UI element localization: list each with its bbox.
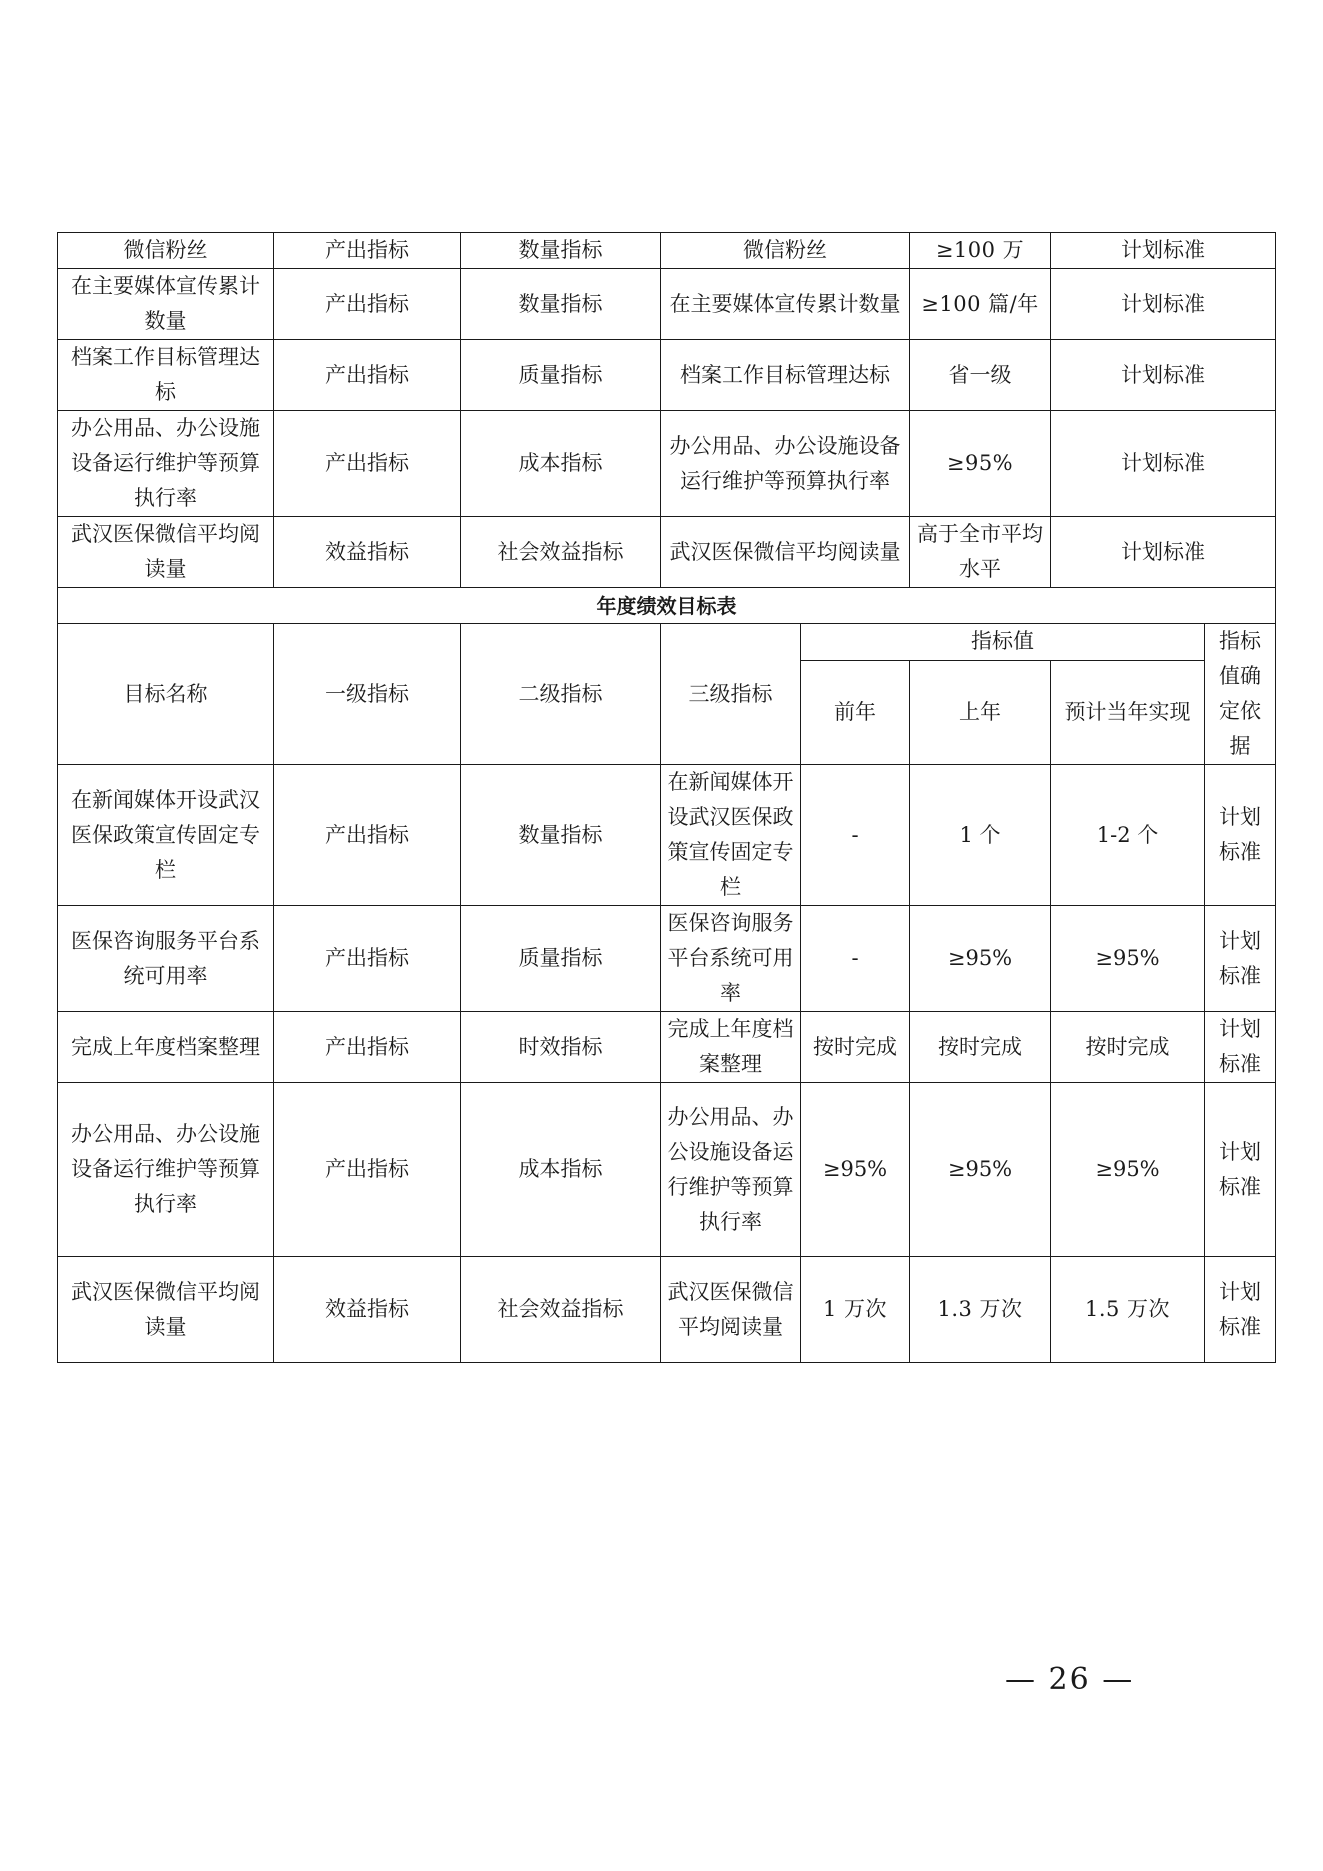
header-prev-year: 上年 xyxy=(910,660,1051,764)
header-prev-year-2: 前年 xyxy=(801,660,910,764)
table-row xyxy=(58,233,1276,269)
header-basis: 指标值确定依据 xyxy=(1205,624,1276,765)
level2-cell: 社会效益指标 xyxy=(461,517,661,588)
basis-cell: 计划标准 xyxy=(1051,411,1276,517)
target-name-cell: 在主要媒体宣传累计数量 xyxy=(58,269,274,340)
level2-cell: 成本指标 xyxy=(461,411,661,517)
level2-cell: 质量指标 xyxy=(461,906,661,1012)
current-year-value: ≥95% xyxy=(1051,1083,1205,1257)
table-row xyxy=(58,765,1276,906)
basis-cell: 计划标准 xyxy=(1051,269,1276,340)
section-title-row xyxy=(58,588,1276,624)
prev-year-2-value: - xyxy=(801,906,910,1012)
level3-cell: 武汉医保微信平均阅读量 xyxy=(661,517,910,588)
header-level3: 三级指标 xyxy=(661,624,801,765)
level2-cell: 社会效益指标 xyxy=(461,1257,661,1363)
performance-target-table xyxy=(57,232,1276,1363)
level3-cell: 微信粉丝 xyxy=(661,233,910,269)
basis-cell: 计划标准 xyxy=(1205,1083,1276,1257)
level3-cell: 档案工作目标管理达标 xyxy=(661,340,910,411)
target-value-cell: ≥100 篇/年 xyxy=(910,269,1051,340)
level1-cell: 产出指标 xyxy=(274,765,461,906)
target-name-cell: 完成上年度档案整理 xyxy=(58,1012,274,1083)
level3-cell: 办公用品、办公设施设备运行维护等预算执行率 xyxy=(661,411,910,517)
header-row xyxy=(58,624,1276,661)
prev-year-value: 1 个 xyxy=(910,765,1051,906)
current-year-value: 1-2 个 xyxy=(1051,765,1205,906)
basis-cell: 计划标准 xyxy=(1205,765,1276,906)
table-row xyxy=(58,1257,1276,1363)
header-indicator-values: 指标值 xyxy=(801,624,1205,661)
table-row xyxy=(58,1012,1276,1083)
level1-cell: 产出指标 xyxy=(274,1012,461,1083)
prev-year-value: ≥95% xyxy=(910,906,1051,1012)
prev-year-2-value: 1 万次 xyxy=(801,1257,910,1363)
basis-cell: 计划标准 xyxy=(1051,517,1276,588)
basis-cell: 计划标准 xyxy=(1051,233,1276,269)
target-value-cell: 省一级 xyxy=(910,340,1051,411)
target-name-cell: 武汉医保微信平均阅读量 xyxy=(58,1257,274,1363)
target-name-cell: 医保咨询服务平台系统可用率 xyxy=(58,906,274,1012)
prev-year-value: 按时完成 xyxy=(910,1012,1051,1083)
header-level1: 一级指标 xyxy=(274,624,461,765)
level2-cell: 质量指标 xyxy=(461,340,661,411)
current-year-value: 按时完成 xyxy=(1051,1012,1205,1083)
level2-cell: 数量指标 xyxy=(461,269,661,340)
level2-cell: 数量指标 xyxy=(461,233,661,269)
table-row xyxy=(58,340,1276,411)
prev-year-2-value: 按时完成 xyxy=(801,1012,910,1083)
table-row xyxy=(58,906,1276,1012)
level1-cell: 产出指标 xyxy=(274,233,461,269)
target-name-cell: 办公用品、办公设施设备运行维护等预算执行率 xyxy=(58,411,274,517)
level1-cell: 产出指标 xyxy=(274,906,461,1012)
level1-cell: 产出指标 xyxy=(274,1083,461,1257)
prev-year-value: ≥95% xyxy=(910,1083,1051,1257)
level3-cell: 办公用品、办公设施设备运行维护等预算执行率 xyxy=(661,1083,801,1257)
target-value-cell: 高于全市平均水平 xyxy=(910,517,1051,588)
prev-year-2-value: ≥95% xyxy=(801,1083,910,1257)
header-current-year: 预计当年实现 xyxy=(1051,660,1205,764)
level1-cell: 效益指标 xyxy=(274,517,461,588)
level2-cell: 数量指标 xyxy=(461,765,661,906)
level1-cell: 产出指标 xyxy=(274,269,461,340)
basis-cell: 计划标准 xyxy=(1205,1012,1276,1083)
table-row xyxy=(58,411,1276,517)
target-name-cell: 微信粉丝 xyxy=(58,233,274,269)
table-row xyxy=(58,269,1276,340)
header-level2: 二级指标 xyxy=(461,624,661,765)
page-number: — 26 — xyxy=(1005,1662,1135,1697)
table-row xyxy=(58,517,1276,588)
current-year-value: 1.5 万次 xyxy=(1051,1257,1205,1363)
target-value-cell: ≥100 万 xyxy=(910,233,1051,269)
target-name-cell: 档案工作目标管理达标 xyxy=(58,340,274,411)
level3-cell: 在新闻媒体开设武汉医保政策宣传固定专栏 xyxy=(661,765,801,906)
header-target-name: 目标名称 xyxy=(58,624,274,765)
level3-cell: 医保咨询服务平台系统可用率 xyxy=(661,906,801,1012)
level3-cell: 在主要媒体宣传累计数量 xyxy=(661,269,910,340)
prev-year-2-value: - xyxy=(801,765,910,906)
level1-cell: 产出指标 xyxy=(274,411,461,517)
table-row xyxy=(58,1083,1276,1257)
basis-cell: 计划标准 xyxy=(1205,906,1276,1012)
basis-cell: 计划标准 xyxy=(1051,340,1276,411)
prev-year-value: 1.3 万次 xyxy=(910,1257,1051,1363)
level3-cell: 完成上年度档案整理 xyxy=(661,1012,801,1083)
level2-cell: 时效指标 xyxy=(461,1012,661,1083)
basis-cell: 计划标准 xyxy=(1205,1257,1276,1363)
target-name-cell: 在新闻媒体开设武汉医保政策宣传固定专栏 xyxy=(58,765,274,906)
level1-cell: 产出指标 xyxy=(274,340,461,411)
annual-table-title: 年度绩效目标表 xyxy=(58,588,1276,624)
target-name-cell: 办公用品、办公设施设备运行维护等预算执行率 xyxy=(58,1083,274,1257)
level1-cell: 效益指标 xyxy=(274,1257,461,1363)
level2-cell: 成本指标 xyxy=(461,1083,661,1257)
level3-cell: 武汉医保微信平均阅读量 xyxy=(661,1257,801,1363)
current-year-value: ≥95% xyxy=(1051,906,1205,1012)
target-value-cell: ≥95% xyxy=(910,411,1051,517)
target-name-cell: 武汉医保微信平均阅读量 xyxy=(58,517,274,588)
